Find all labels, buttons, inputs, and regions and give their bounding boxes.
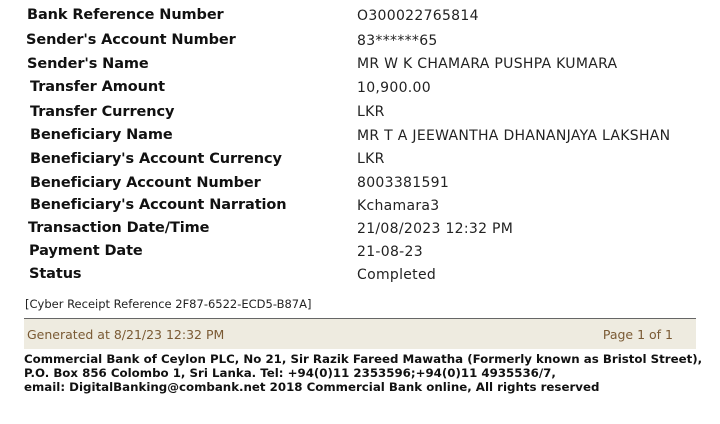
value-transaction-date-time: 21/08/2023 12:32 PM [357, 221, 514, 237]
row-beneficiary-name [0, 127, 720, 149]
label-beneficiary-name: Beneficiary Name [30, 127, 173, 143]
row-payment-date [0, 243, 720, 265]
label-senders-account-number: Sender's Account Number [26, 32, 236, 48]
footer-line-address: Commercial Bank of Ceylon PLC, No 21, Sir Razik Fareed Mawatha (Formerly known as Bristol Street), [24, 352, 703, 366]
label-senders-name: Sender's Name [27, 56, 149, 72]
value-transfer-amount: 10,900.00 [357, 80, 431, 96]
page-indicator: Page 1 of 1 [602, 327, 673, 342]
cyber-receipt-reference: [Cyber Receipt Reference 2F87-6522-ECD5-B87A] [25, 297, 312, 311]
label-transfer-amount: Transfer Amount [30, 79, 165, 95]
row-transfer-amount [0, 79, 720, 101]
footer-line-email: email: DigitalBanking@combank.net 2018 Commercial Bank online, All rights reserved [24, 380, 600, 394]
label-beneficiary-account-narration: Beneficiary's Account Narration [30, 197, 287, 213]
value-payment-date: 21-08-23 [357, 244, 423, 260]
row-senders-name [0, 56, 720, 78]
label-status: Status [29, 266, 82, 282]
value-status: Completed [357, 267, 437, 283]
row-transaction-date-time [0, 220, 720, 242]
value-transfer-currency: LKR [357, 104, 385, 120]
value-senders-name: MR W K CHAMARA PUSHPA KUMARA [357, 56, 618, 72]
row-beneficiary-account-number [0, 175, 720, 197]
row-bank-reference-number [0, 7, 720, 29]
label-beneficiary-account-currency: Beneficiary's Account Currency [30, 151, 282, 167]
label-transaction-date-time: Transaction Date/Time [28, 220, 210, 236]
label-payment-date: Payment Date [29, 243, 143, 259]
value-bank-reference-number: O300022765814 [357, 8, 479, 24]
value-beneficiary-account-currency: LKR [357, 151, 385, 167]
row-status [0, 266, 720, 288]
row-senders-account-number [0, 32, 720, 54]
value-beneficiary-account-number: 8003381591 [357, 175, 450, 191]
label-bank-reference-number: Bank Reference Number [27, 7, 224, 23]
label-transfer-currency: Transfer Currency [30, 104, 175, 120]
label-beneficiary-account-number: Beneficiary Account Number [30, 175, 261, 191]
value-beneficiary-account-narration: Kchamara3 [357, 198, 440, 214]
value-beneficiary-name: MR T A JEEWANTHA DHANANJAYA LAKSHAN [357, 128, 671, 144]
bank-footer [24, 352, 714, 394]
value-senders-account-number: 83******65 [357, 33, 438, 49]
row-beneficiary-account-currency [0, 151, 720, 173]
row-beneficiary-account-narration [0, 197, 720, 219]
footer-line-contact: P.O. Box 856 Colombo 1, Sri Lanka. Tel: +94(0)11 2353596;+94(0)11 4935536/7, [24, 366, 556, 380]
generated-at: Generated at 8/21/23 12:32 PM [27, 327, 225, 342]
row-transfer-currency [0, 104, 720, 126]
generated-bar [24, 319, 696, 349]
